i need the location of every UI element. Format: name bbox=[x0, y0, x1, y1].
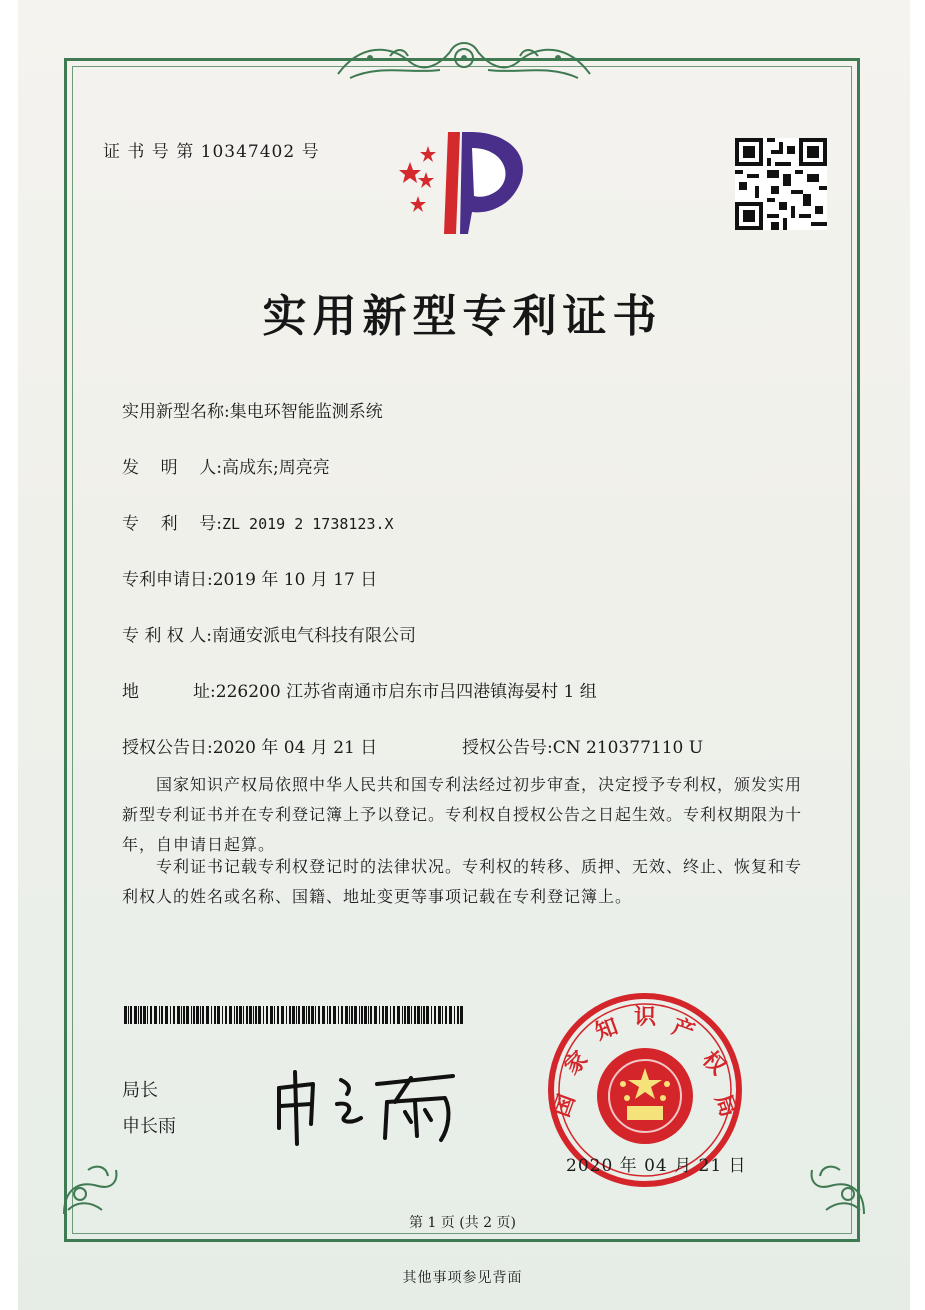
barcode-bar bbox=[181, 1006, 182, 1024]
field-label: 专 利 号: bbox=[122, 514, 222, 534]
page-indicator: 第 1 页 (共 2 页) bbox=[409, 1215, 516, 1231]
barcode-bar bbox=[128, 1006, 129, 1024]
barcode-bar bbox=[214, 1006, 216, 1024]
barcode-bar bbox=[243, 1006, 244, 1024]
page-title: 实用新型专利证书 bbox=[262, 291, 663, 342]
barcode-bar bbox=[255, 1006, 257, 1024]
barcode-bar bbox=[200, 1006, 201, 1024]
barcode-bar bbox=[159, 1006, 160, 1024]
cnipa-logo-icon bbox=[386, 124, 538, 244]
barcode-bar bbox=[258, 1006, 261, 1024]
field-value: ZL 2019 2 1738123.X bbox=[221, 515, 394, 533]
body-paragraph: 专利证书记载专利权登记时的法律状况。专利权的转移、质押、无效、终止、恢复和专利权人的姓名或名称、国籍、地址变更等事项记载在专利登记簿上。 bbox=[122, 857, 803, 906]
barcode-bar bbox=[296, 1006, 297, 1024]
svg-text:知: 知 bbox=[592, 1014, 622, 1046]
barcode bbox=[124, 1006, 464, 1024]
handwritten-signature bbox=[265, 1058, 465, 1148]
barcode-bar bbox=[263, 1006, 264, 1024]
barcode-bar bbox=[411, 1006, 412, 1024]
barcode-bar bbox=[211, 1006, 212, 1024]
barcode-bar bbox=[359, 1006, 360, 1024]
field-value: 2019 年 10 月 17 日 bbox=[212, 570, 378, 590]
svg-text:识: 识 bbox=[633, 1005, 657, 1030]
barcode-bar bbox=[345, 1006, 348, 1024]
barcode-bar bbox=[281, 1006, 284, 1024]
top-ornament-icon bbox=[330, 34, 598, 86]
barcode-bar bbox=[289, 1006, 291, 1024]
certificate-number bbox=[103, 137, 320, 162]
barcode-bar bbox=[311, 1006, 314, 1024]
barcode-bar bbox=[379, 1006, 380, 1024]
field-address bbox=[122, 677, 597, 702]
barcode-bar bbox=[423, 1006, 425, 1024]
barcode-bar bbox=[449, 1006, 452, 1024]
barcode-bar bbox=[177, 1006, 180, 1024]
barcode-bar bbox=[202, 1006, 204, 1024]
footer-note: 其他事项参见背面 bbox=[402, 1270, 523, 1286]
field-value: 226200 江苏省南通市启东市吕四港镇海晏村 1 组 bbox=[215, 682, 597, 702]
barcode-bar bbox=[292, 1006, 295, 1024]
barcode-bar bbox=[327, 1006, 328, 1024]
barcode-bar bbox=[445, 1006, 447, 1024]
barcode-bar bbox=[426, 1006, 429, 1024]
barcode-bar bbox=[404, 1006, 406, 1024]
barcode-bar bbox=[225, 1006, 227, 1024]
field-filing-date bbox=[122, 565, 377, 590]
field-label: 发 明 人: bbox=[122, 458, 222, 478]
barcode-bar bbox=[298, 1006, 300, 1024]
svg-text:局: 局 bbox=[709, 1091, 741, 1121]
barcode-bar bbox=[161, 1006, 163, 1024]
field-value: 南通安派电气科技有限公司 bbox=[211, 626, 416, 646]
barcode-bar bbox=[318, 1006, 320, 1024]
barcode-bar bbox=[239, 1006, 242, 1024]
barcode-bar bbox=[266, 1006, 268, 1024]
barcode-bar bbox=[421, 1006, 422, 1024]
barcode-bar bbox=[134, 1006, 137, 1024]
field-label: 授权公告号: bbox=[462, 738, 553, 758]
barcode-bar bbox=[322, 1006, 325, 1024]
barcode-bar bbox=[397, 1006, 400, 1024]
barcode-bar bbox=[374, 1006, 377, 1024]
barcode-bar bbox=[460, 1006, 463, 1024]
barcode-bar bbox=[229, 1006, 232, 1024]
barcode-bar bbox=[361, 1006, 363, 1024]
field-value: 高成东;周亮亮 bbox=[221, 458, 330, 478]
corner-ornament-icon bbox=[800, 1150, 870, 1220]
barcode-bar bbox=[454, 1006, 455, 1024]
barcode-bar bbox=[390, 1006, 391, 1024]
field-label: 专 利 权 人: bbox=[122, 626, 212, 646]
barcode-bar bbox=[147, 1006, 148, 1024]
barcode-bar bbox=[270, 1006, 273, 1024]
field-label: 专利申请日: bbox=[122, 570, 213, 590]
field-label: 实用新型名称: bbox=[122, 402, 230, 422]
barcode-bar bbox=[434, 1006, 436, 1024]
field-patent-number bbox=[122, 509, 394, 534]
barcode-bar bbox=[236, 1006, 238, 1024]
barcode-bar bbox=[217, 1006, 220, 1024]
barcode-bar bbox=[222, 1006, 223, 1024]
barcode-bar bbox=[315, 1006, 316, 1024]
barcode-bar bbox=[329, 1006, 331, 1024]
barcode-bar bbox=[130, 1006, 132, 1024]
barcode-bar bbox=[338, 1006, 339, 1024]
certificate-number-value: 10347402 bbox=[200, 142, 296, 162]
certificate-number-prefix: 证 书 号 第 bbox=[103, 142, 195, 162]
barcode-bar bbox=[382, 1006, 384, 1024]
barcode-bar bbox=[143, 1006, 146, 1024]
field-grant-date bbox=[122, 733, 377, 758]
barcode-bar bbox=[246, 1006, 248, 1024]
svg-text:权: 权 bbox=[696, 1046, 731, 1081]
barcode-bar bbox=[302, 1006, 305, 1024]
barcode-bar bbox=[170, 1006, 171, 1024]
barcode-bar bbox=[364, 1006, 367, 1024]
field-label: 授权公告日: bbox=[122, 738, 213, 758]
field-label: 地 址: bbox=[122, 682, 216, 702]
barcode-bar bbox=[354, 1006, 357, 1024]
seal-date: 2020 年 04 月 21 日 bbox=[566, 1156, 747, 1176]
field-grant-number bbox=[462, 733, 703, 758]
signatory-name: 申长雨 bbox=[122, 1116, 176, 1137]
svg-text:产: 产 bbox=[668, 1014, 698, 1046]
barcode-bar bbox=[274, 1006, 275, 1024]
barcode-bar bbox=[165, 1006, 168, 1024]
barcode-bar bbox=[150, 1006, 152, 1024]
barcode-bar bbox=[308, 1006, 310, 1024]
svg-text:家: 家 bbox=[559, 1046, 594, 1081]
barcode-bar bbox=[438, 1006, 441, 1024]
barcode-bar bbox=[173, 1006, 175, 1024]
barcode-bar bbox=[206, 1006, 209, 1024]
barcode-bar bbox=[351, 1006, 353, 1024]
barcode-bar bbox=[385, 1006, 388, 1024]
barcode-bar bbox=[393, 1006, 395, 1024]
barcode-bar bbox=[442, 1006, 443, 1024]
barcode-bar bbox=[154, 1006, 157, 1024]
signatory-title: 局长 bbox=[122, 1080, 158, 1101]
certificate-number-suffix: 号 bbox=[301, 142, 320, 162]
barcode-bar bbox=[417, 1006, 420, 1024]
barcode-bar bbox=[191, 1006, 192, 1024]
field-utility-model-name bbox=[122, 397, 383, 422]
barcode-bar bbox=[183, 1006, 185, 1024]
barcode-bar bbox=[368, 1006, 369, 1024]
corner-ornament-icon bbox=[58, 1150, 128, 1220]
barcode-bar bbox=[431, 1006, 432, 1024]
svg-text:国: 国 bbox=[549, 1091, 581, 1121]
field-value: CN 210377110 U bbox=[552, 738, 704, 758]
barcode-bar bbox=[249, 1006, 252, 1024]
barcode-bar bbox=[349, 1006, 350, 1024]
barcode-bar bbox=[196, 1006, 199, 1024]
body-paragraph: 国家知识产权局依照中华人民共和国专利法经过初步审查，决定授予专利权，颁发实用新型专利证书并在专利登记簿上予以登记。专利权自授权公告之日起生效。专利权期限为十年，自申请日起算。 bbox=[122, 775, 803, 854]
barcode-bar bbox=[457, 1006, 459, 1024]
barcode-bar bbox=[186, 1006, 189, 1024]
barcode-bar bbox=[253, 1006, 254, 1024]
qr-code bbox=[735, 138, 827, 230]
barcode-bar bbox=[341, 1006, 343, 1024]
barcode-bar bbox=[124, 1006, 127, 1024]
barcode-bar bbox=[234, 1006, 235, 1024]
barcode-bar bbox=[193, 1006, 195, 1024]
field-value: 集电环智能监测系统 bbox=[229, 402, 383, 422]
barcode-bar bbox=[306, 1006, 307, 1024]
field-patentee bbox=[122, 621, 416, 646]
barcode-bar bbox=[370, 1006, 372, 1024]
barcode-bar bbox=[286, 1006, 287, 1024]
barcode-bar bbox=[402, 1006, 403, 1024]
barcode-bar bbox=[407, 1006, 410, 1024]
field-inventor bbox=[122, 453, 330, 478]
barcode-bar bbox=[140, 1006, 142, 1024]
barcode-bar bbox=[277, 1006, 279, 1024]
barcode-bar bbox=[414, 1006, 416, 1024]
field-value: 2020 年 04 月 21 日 bbox=[212, 738, 378, 758]
barcode-bar bbox=[138, 1006, 139, 1024]
barcode-bar bbox=[333, 1006, 336, 1024]
